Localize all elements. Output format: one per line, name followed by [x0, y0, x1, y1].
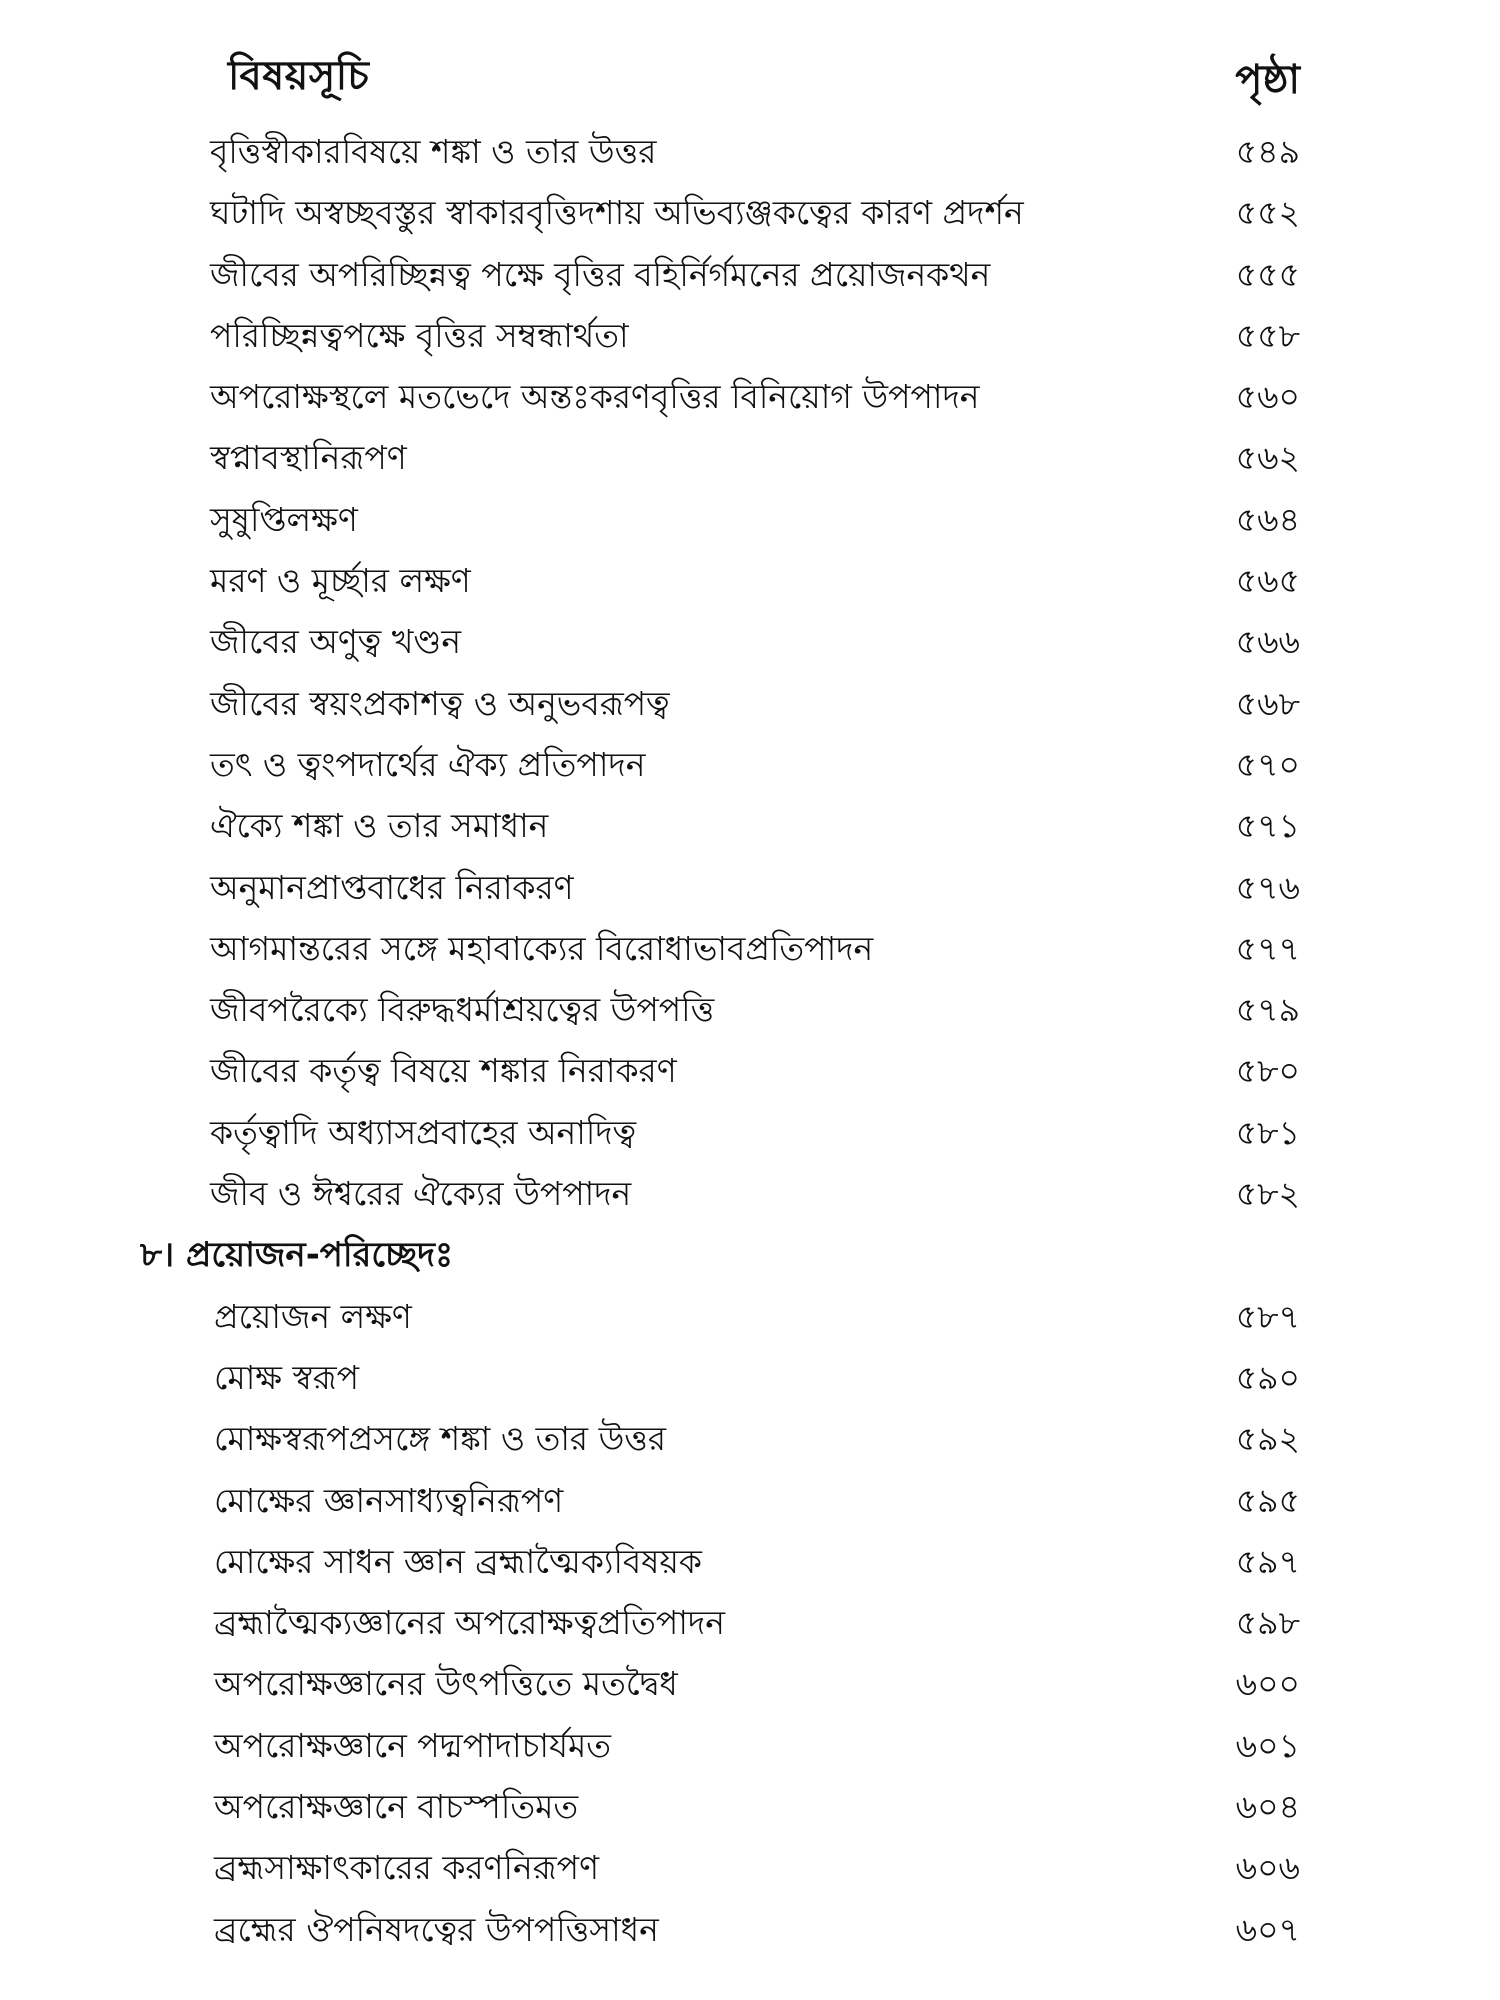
- entry-page: ৫৫৮: [1235, 315, 1300, 355]
- entry-title: প্রয়োজন লক্ষণ: [214, 1296, 412, 1336]
- toc-entry: [0, 120, 1500, 181]
- toc-entry: [0, 181, 1500, 242]
- entry-page: ৫৬০: [1235, 377, 1300, 417]
- entry-title: ঘটাদি অস্বচ্ছবস্তুর স্বাকারবৃত্তিদশায় অভিব্যঞ্জকত্বের কারণ প্রদর্শন: [210, 193, 1024, 233]
- toc-entry: [0, 1346, 1500, 1407]
- toc-entry: [0, 1775, 1500, 1836]
- section-heading: ৮। প্রয়োজন-পরিচ্ছেদঃ: [140, 1235, 454, 1276]
- entry-title: অপরোক্ষজ্ঞানে বাচস্পতিমত: [214, 1787, 579, 1827]
- toc-entry: [0, 1591, 1500, 1652]
- toc-entry: [0, 304, 1500, 365]
- entry-page: ৫৫৫: [1235, 254, 1300, 294]
- entry-page: ৬০০: [1235, 1664, 1300, 1704]
- entry-page: ৫৪৯: [1235, 132, 1300, 171]
- entry-title: জীবপরৈক্যে বিরুদ্ধধর্মাশ্রয়ত্বের উপপত্তি: [210, 990, 715, 1030]
- entry-title: জীবের অপরিচ্ছিন্নত্ব পক্ষে বৃত্তির বহির্নির্গমনের প্রয়োজনকথন: [210, 254, 991, 294]
- entry-page: ৫৬৮: [1235, 683, 1300, 723]
- entry-page: ৫৯৫: [1235, 1480, 1300, 1520]
- toc-entry: [0, 733, 1500, 794]
- entry-page: ৬০১: [1235, 1725, 1300, 1765]
- entry-page: ৫৯২: [1235, 1419, 1300, 1459]
- entry-page: ৬০৪: [1235, 1787, 1300, 1827]
- page-column-heading: পৃষ্ঠা: [1235, 57, 1300, 103]
- entry-title: ব্রহ্মাত্মৈক্যজ্ঞানের অপরোক্ষত্বপ্রতিপাদন: [214, 1603, 725, 1643]
- toc-entry: [0, 1469, 1500, 1530]
- entry-page: ৫৯০: [1235, 1357, 1300, 1397]
- entry-title: মোক্ষস্বরূপপ্রসঙ্গে শঙ্কা ও তার উত্তর: [214, 1419, 667, 1459]
- entry-page: ৫৭০: [1235, 744, 1300, 784]
- entry-title: মোক্ষের সাধন জ্ঞান ব্রহ্মাত্মৈক্যবিষয়ক: [214, 1541, 703, 1581]
- toc-entry: [0, 672, 1500, 733]
- toc-entry: [0, 856, 1500, 917]
- entry-page: ৬০৬: [1235, 1848, 1300, 1888]
- entry-title: ব্রহ্মের ঔপনিষদত্বের উপপত্তিসাধন: [214, 1909, 659, 1949]
- toc-entry: [0, 610, 1500, 671]
- entry-title: মোক্ষ স্বরূপ: [214, 1357, 360, 1397]
- entry-title: অপরোক্ষস্থলে মতভেদে অন্তঃকরণবৃত্তির বিনিয়োগ উপপাদন: [210, 377, 980, 417]
- entry-title: অপরোক্ষজ্ঞানের উৎপত্তিতে মতদ্বৈধ: [214, 1664, 678, 1704]
- entry-title: ব্রহ্মসাক্ষাৎকারের করণনিরূপণ: [214, 1848, 600, 1888]
- toc-entry: [0, 1898, 1500, 1959]
- entry-title: অপরোক্ষজ্ঞানে পদ্মপাদাচার্যমত: [214, 1725, 612, 1765]
- entry-title: মরণ ও মূর্চ্ছার লক্ষণ: [210, 561, 471, 601]
- section-heading-row: [0, 1223, 1500, 1284]
- toc-entry: [0, 978, 1500, 1039]
- entry-page: ৫৭১: [1235, 806, 1300, 846]
- entry-title: জীবের অণুত্ব খণ্ডন: [210, 622, 462, 662]
- toc-entry: [0, 1530, 1500, 1591]
- entry-page: ৫৮৭: [1235, 1296, 1300, 1336]
- entry-page: ৫৬২: [1235, 438, 1300, 478]
- entry-page: ৫৭৭: [1235, 928, 1300, 968]
- entry-title: জীবের স্বয়ংপ্রকাশত্ব ও অনুভবরূপত্ব: [210, 683, 670, 723]
- toc-entry: [0, 1836, 1500, 1897]
- toc-entry: [0, 1101, 1500, 1162]
- entry-page: ৫৭৬: [1235, 867, 1300, 907]
- entry-page: ৫৫২: [1235, 193, 1300, 233]
- toc-entry: [0, 1714, 1500, 1775]
- entry-title: পরিচ্ছিন্নত্বপক্ষে বৃত্তির সম্বন্ধার্থতা: [210, 315, 629, 355]
- entry-title: বৃত্তিস্বীকারবিষয়ে শঙ্কা ও তার উত্তর: [210, 132, 657, 171]
- toc-entry: [0, 1039, 1500, 1100]
- toc-list: [0, 120, 1500, 1959]
- entry-title: মোক্ষের জ্ঞানসাধ্যত্বনিরূপণ: [214, 1480, 564, 1520]
- toc-entry: [0, 794, 1500, 855]
- toc-entry: [0, 1652, 1500, 1713]
- entry-page: ৫৮২: [1235, 1174, 1300, 1214]
- toc-entry: [0, 243, 1500, 304]
- toc-entry: [0, 488, 1500, 549]
- entry-page: ৬০৭: [1235, 1909, 1300, 1949]
- entry-title: তৎ ও ত্বংপদার্থের ঐক্য প্রতিপাদন: [210, 744, 646, 784]
- toc-entry: [0, 917, 1500, 978]
- entry-title: জীব ও ঈশ্বরের ঐক্যের উপপাদন: [210, 1174, 632, 1214]
- entry-title: অনুমানপ্রাপ্তবাধের নিরাকরণ: [210, 867, 574, 907]
- toc-entry: [0, 365, 1500, 426]
- entry-page: ৫৮০: [1235, 1051, 1300, 1091]
- entry-page: ৫৯৭: [1235, 1541, 1300, 1581]
- toc-entry: [0, 1162, 1500, 1223]
- contents-heading: বিষয়সূচি: [228, 53, 370, 99]
- toc-entry: [0, 1407, 1500, 1468]
- entry-page: ৫৭৯: [1235, 990, 1300, 1030]
- entry-title: সুষুপ্তিলক্ষণ: [210, 499, 358, 539]
- entry-title: স্বপ্নাবস্থানিরূপণ: [210, 438, 407, 478]
- toc-entry: [0, 1285, 1500, 1346]
- entry-page: ৫৯৮: [1235, 1603, 1300, 1643]
- entry-page: ৫৬৬: [1235, 622, 1300, 662]
- toc-entry: [0, 549, 1500, 610]
- entry-page: ৫৮১: [1235, 1112, 1300, 1152]
- entry-title: জীবের কর্তৃত্ব বিষয়ে শঙ্কার নিরাকরণ: [210, 1051, 677, 1091]
- toc-entry: [0, 426, 1500, 487]
- entry-page: ৫৬৫: [1235, 561, 1300, 601]
- entry-title: কর্তৃত্বাদি অধ্যাসপ্রবাহের অনাদিত্ব: [210, 1112, 637, 1152]
- entry-title: ঐক্যে শঙ্কা ও তার সমাধান: [210, 806, 549, 846]
- entry-title: আগমান্তরের সঙ্গে মহাবাক্যের বিরোধাভাবপ্রতিপাদন: [210, 928, 874, 968]
- entry-page: ৫৬৪: [1235, 499, 1300, 539]
